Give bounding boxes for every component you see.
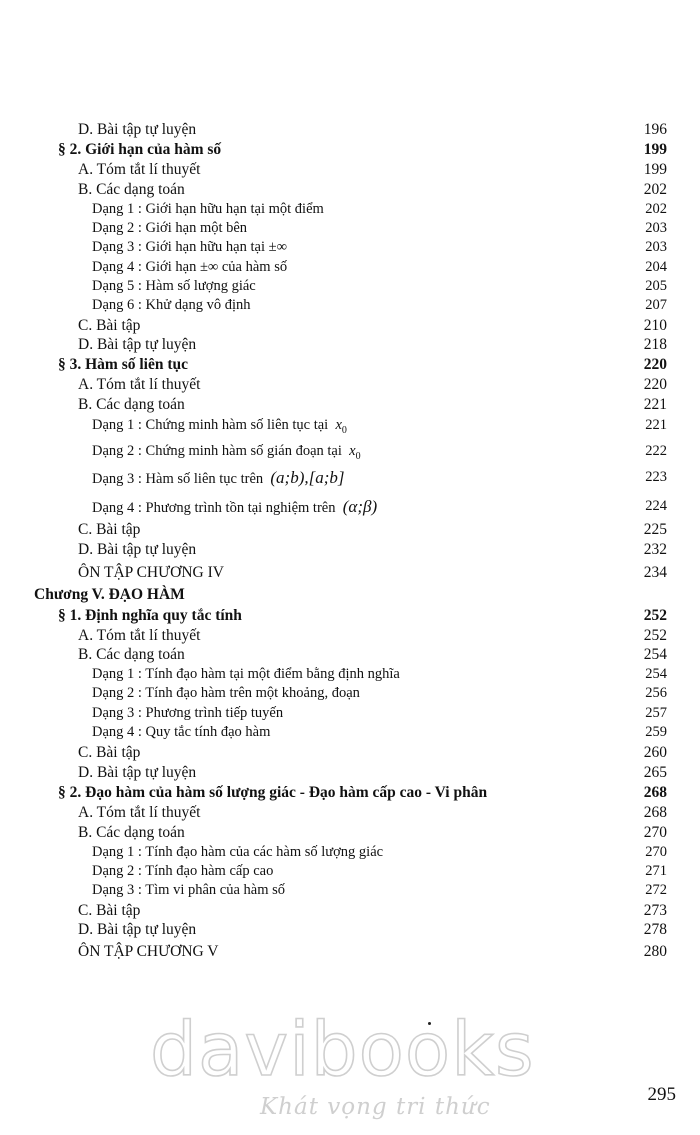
toc-entry: [0, 901, 700, 920]
math-variable: x: [335, 417, 342, 433]
toc-entry: [0, 704, 700, 723]
toc-entry-page: 207: [645, 297, 667, 313]
toc-entry-title: § 1. Định nghĩa quy tắc tính: [58, 607, 242, 624]
toc-entry-page: 259: [645, 724, 667, 740]
toc-entry-page: 268: [643, 804, 667, 821]
toc-entry-title: A. Tóm tắt lí thuyết: [78, 161, 201, 178]
toc-entry: [0, 920, 700, 939]
toc-entry: [0, 942, 700, 961]
toc-entry-page: 254: [643, 646, 667, 663]
toc-entry-page: 252: [643, 607, 667, 624]
toc-entry: [0, 881, 700, 900]
toc-entry-title: A. Tóm tắt lí thuyết: [78, 376, 201, 393]
toc-section-heading: [0, 606, 700, 625]
toc-entry-page: 199: [643, 141, 667, 158]
page-number: 295: [647, 1084, 676, 1105]
toc-entry: [0, 540, 700, 559]
watermark: [150, 1007, 550, 1130]
toc-entry: [0, 684, 700, 703]
toc-chapter-heading: [0, 585, 700, 604]
math-variable: x: [349, 443, 356, 459]
toc-entry-title: ÔN TẬP CHƯƠNG V: [78, 943, 219, 960]
toc-entry: [0, 316, 700, 335]
toc-entry-title: Dạng 2 : Tính đạo hàm cấp cao: [92, 863, 274, 879]
toc-entry-title: C. Bài tập: [78, 521, 141, 538]
toc-entry-title: § 2. Đạo hàm của hàm số lượng giác - Đạo hàm cấp cao - Vi phân: [58, 784, 488, 801]
toc-entry: [0, 120, 700, 139]
toc-entry: [0, 823, 700, 842]
toc-entry-page: 270: [643, 824, 667, 841]
toc-entry: [0, 219, 700, 238]
toc-entry-page: 265: [643, 764, 667, 781]
toc-entry-page: 221: [645, 417, 667, 433]
toc-entry-title: C. Bài tập: [78, 317, 141, 334]
toc-entry: [0, 723, 700, 742]
toc-entry-page: 273: [643, 902, 667, 919]
toc-entry-title: B. Các dạng toán: [78, 824, 185, 841]
toc-entry-title: Dạng 1 : Tính đạo hàm của các hàm số lượng giác: [92, 844, 384, 860]
toc-entry-page: 278: [643, 921, 667, 938]
toc-entry: [0, 395, 700, 414]
toc-entry-page: 268: [643, 784, 667, 801]
math-subscript: 0: [355, 450, 361, 462]
toc-entry-title: A. Tóm tắt lí thuyết: [78, 804, 201, 821]
toc-entry-page: 221: [643, 396, 667, 413]
toc-entry-title: D. Bài tập tự luyện: [78, 336, 197, 353]
toc-entry: [0, 563, 700, 582]
toc-entry-page: 234: [643, 564, 667, 581]
toc-section-heading: [0, 355, 700, 374]
toc-entry: [0, 803, 700, 822]
toc-entry-title: Dạng 2 : Chứng minh hàm số gián đoạn tại: [92, 443, 342, 459]
toc-entry-page: 202: [645, 201, 667, 217]
toc-entry-title: B. Các dạng toán: [78, 646, 185, 663]
toc-entry-title: D. Bài tập tự luyện: [78, 921, 197, 938]
toc-entry-title: Dạng 4 : Giới hạn ±∞ của hàm số: [92, 259, 288, 275]
toc-entry-page: 223: [645, 469, 667, 485]
toc-entry: [0, 843, 700, 862]
toc-entry-title: D. Bài tập tự luyện: [78, 764, 197, 781]
toc-entry-page: 270: [645, 844, 667, 860]
toc-entry-page: 257: [645, 705, 667, 721]
toc-entry-title: Dạng 3 : Tìm vi phân của hàm số: [92, 882, 286, 898]
toc-entry-title: B. Các dạng toán: [78, 181, 185, 198]
toc-entry-page: 271: [645, 863, 667, 879]
toc-entry: [0, 160, 700, 179]
toc-entry-page: 196: [643, 121, 667, 138]
toc-entry-page: 225: [643, 521, 667, 538]
toc-entry-page: 256: [645, 685, 667, 701]
toc-entry-title: Dạng 2 : Giới hạn một bên: [92, 220, 248, 236]
toc-entry-page: 222: [645, 443, 667, 459]
toc-entry-page: 210: [643, 317, 667, 334]
toc-entry-page: 203: [645, 239, 667, 255]
toc-entry-title: Dạng 4 : Quy tắc tính đạo hàm: [92, 724, 271, 740]
toc-entry-title: Dạng 1 : Tính đạo hàm tại một điểm bằng định nghĩa: [92, 666, 400, 682]
toc-entry: [0, 497, 700, 516]
toc-entry-title: Dạng 3 : Hàm số liên tục trên: [92, 471, 264, 487]
toc-entry: [0, 258, 700, 277]
math-interval: (a;b),[a;b]: [270, 468, 345, 487]
toc-entry-title: § 2. Giới hạn của hàm số: [58, 141, 222, 158]
toc-entry-page: 252: [643, 627, 667, 644]
toc-entry-page: 272: [645, 882, 667, 898]
toc-entry-title: A. Tóm tắt lí thuyết: [78, 627, 201, 644]
toc-entry-title: Dạng 5 : Hàm số lượng giác: [92, 278, 256, 294]
watermark-logo: davibooks: [150, 1007, 535, 1093]
toc-entry-title: B. Các dạng toán: [78, 396, 185, 413]
toc-entry-page: 280: [643, 943, 667, 960]
toc-entry-page: 254: [645, 666, 667, 682]
toc-entry: [0, 238, 700, 257]
toc-entry-page: 204: [645, 259, 667, 275]
toc-entry-page: 224: [645, 498, 667, 514]
toc-entry: [0, 200, 700, 219]
toc-entry: [0, 416, 700, 435]
math-interval: (α;β): [342, 497, 378, 516]
toc-entry-page: 203: [645, 220, 667, 236]
toc-section-heading: [0, 783, 700, 802]
toc-entry-title: D. Bài tập tự luyện: [78, 121, 197, 138]
toc-entry-title: Dạng 1 : Giới hạn hữu hạn tại một điểm: [92, 201, 324, 217]
toc-entry: [0, 442, 700, 461]
toc-entry: [0, 862, 700, 881]
toc-entry-page: 199: [643, 161, 667, 178]
toc-entry: [0, 626, 700, 645]
toc-entry-page: 260: [643, 744, 667, 761]
math-subscript: 0: [341, 424, 347, 436]
toc-entry-title: Dạng 4 : Phương trình tồn tại nghiệm trên: [92, 500, 336, 516]
toc-entry-page: 220: [643, 356, 667, 373]
toc-entry: [0, 335, 700, 354]
toc-entry: [0, 763, 700, 782]
toc-entry-page: 220: [643, 376, 667, 393]
toc-entry: [0, 375, 700, 394]
toc-entry-title: ÔN TẬP CHƯƠNG IV: [78, 564, 224, 581]
toc-entry-title: C. Bài tập: [78, 902, 141, 919]
toc-entry-title: Dạng 1 : Chứng minh hàm số liên tục tại: [92, 417, 329, 433]
toc-entry-title: § 3. Hàm số liên tục: [58, 356, 189, 373]
toc-section-heading: [0, 140, 700, 159]
toc-entry: [0, 180, 700, 199]
toc-entry-title: Dạng 2 : Tính đạo hàm trên một khoảng, đoạn: [92, 685, 360, 701]
toc-entry-page: 232: [643, 541, 667, 558]
toc-entry: [0, 645, 700, 664]
watermark-slogan: Khát vọng tri thức: [260, 1094, 491, 1120]
toc-entry-title: Dạng 6 : Khử dạng vô định: [92, 297, 251, 313]
toc-entry: [0, 520, 700, 539]
toc-entry-title: D. Bài tập tự luyện: [78, 541, 197, 558]
toc-entry-page: 218: [643, 336, 667, 353]
toc-entry: [0, 277, 700, 296]
toc-entry-title: Dạng 3 : Giới hạn hữu hạn tại ±∞: [92, 239, 287, 255]
toc-entry: [0, 665, 700, 684]
toc-entry-page: 202: [643, 181, 667, 198]
toc-entry-page: 205: [645, 278, 667, 294]
toc-entry: [0, 296, 700, 315]
toc-entry-title: C. Bài tập: [78, 744, 141, 761]
toc-entry: [0, 743, 700, 762]
toc-entry: [0, 468, 700, 487]
toc-entry-title: Chương V. ĐẠO HÀM: [34, 586, 185, 603]
toc-entry-title: Dạng 3 : Phương trình tiếp tuyến: [92, 705, 284, 721]
